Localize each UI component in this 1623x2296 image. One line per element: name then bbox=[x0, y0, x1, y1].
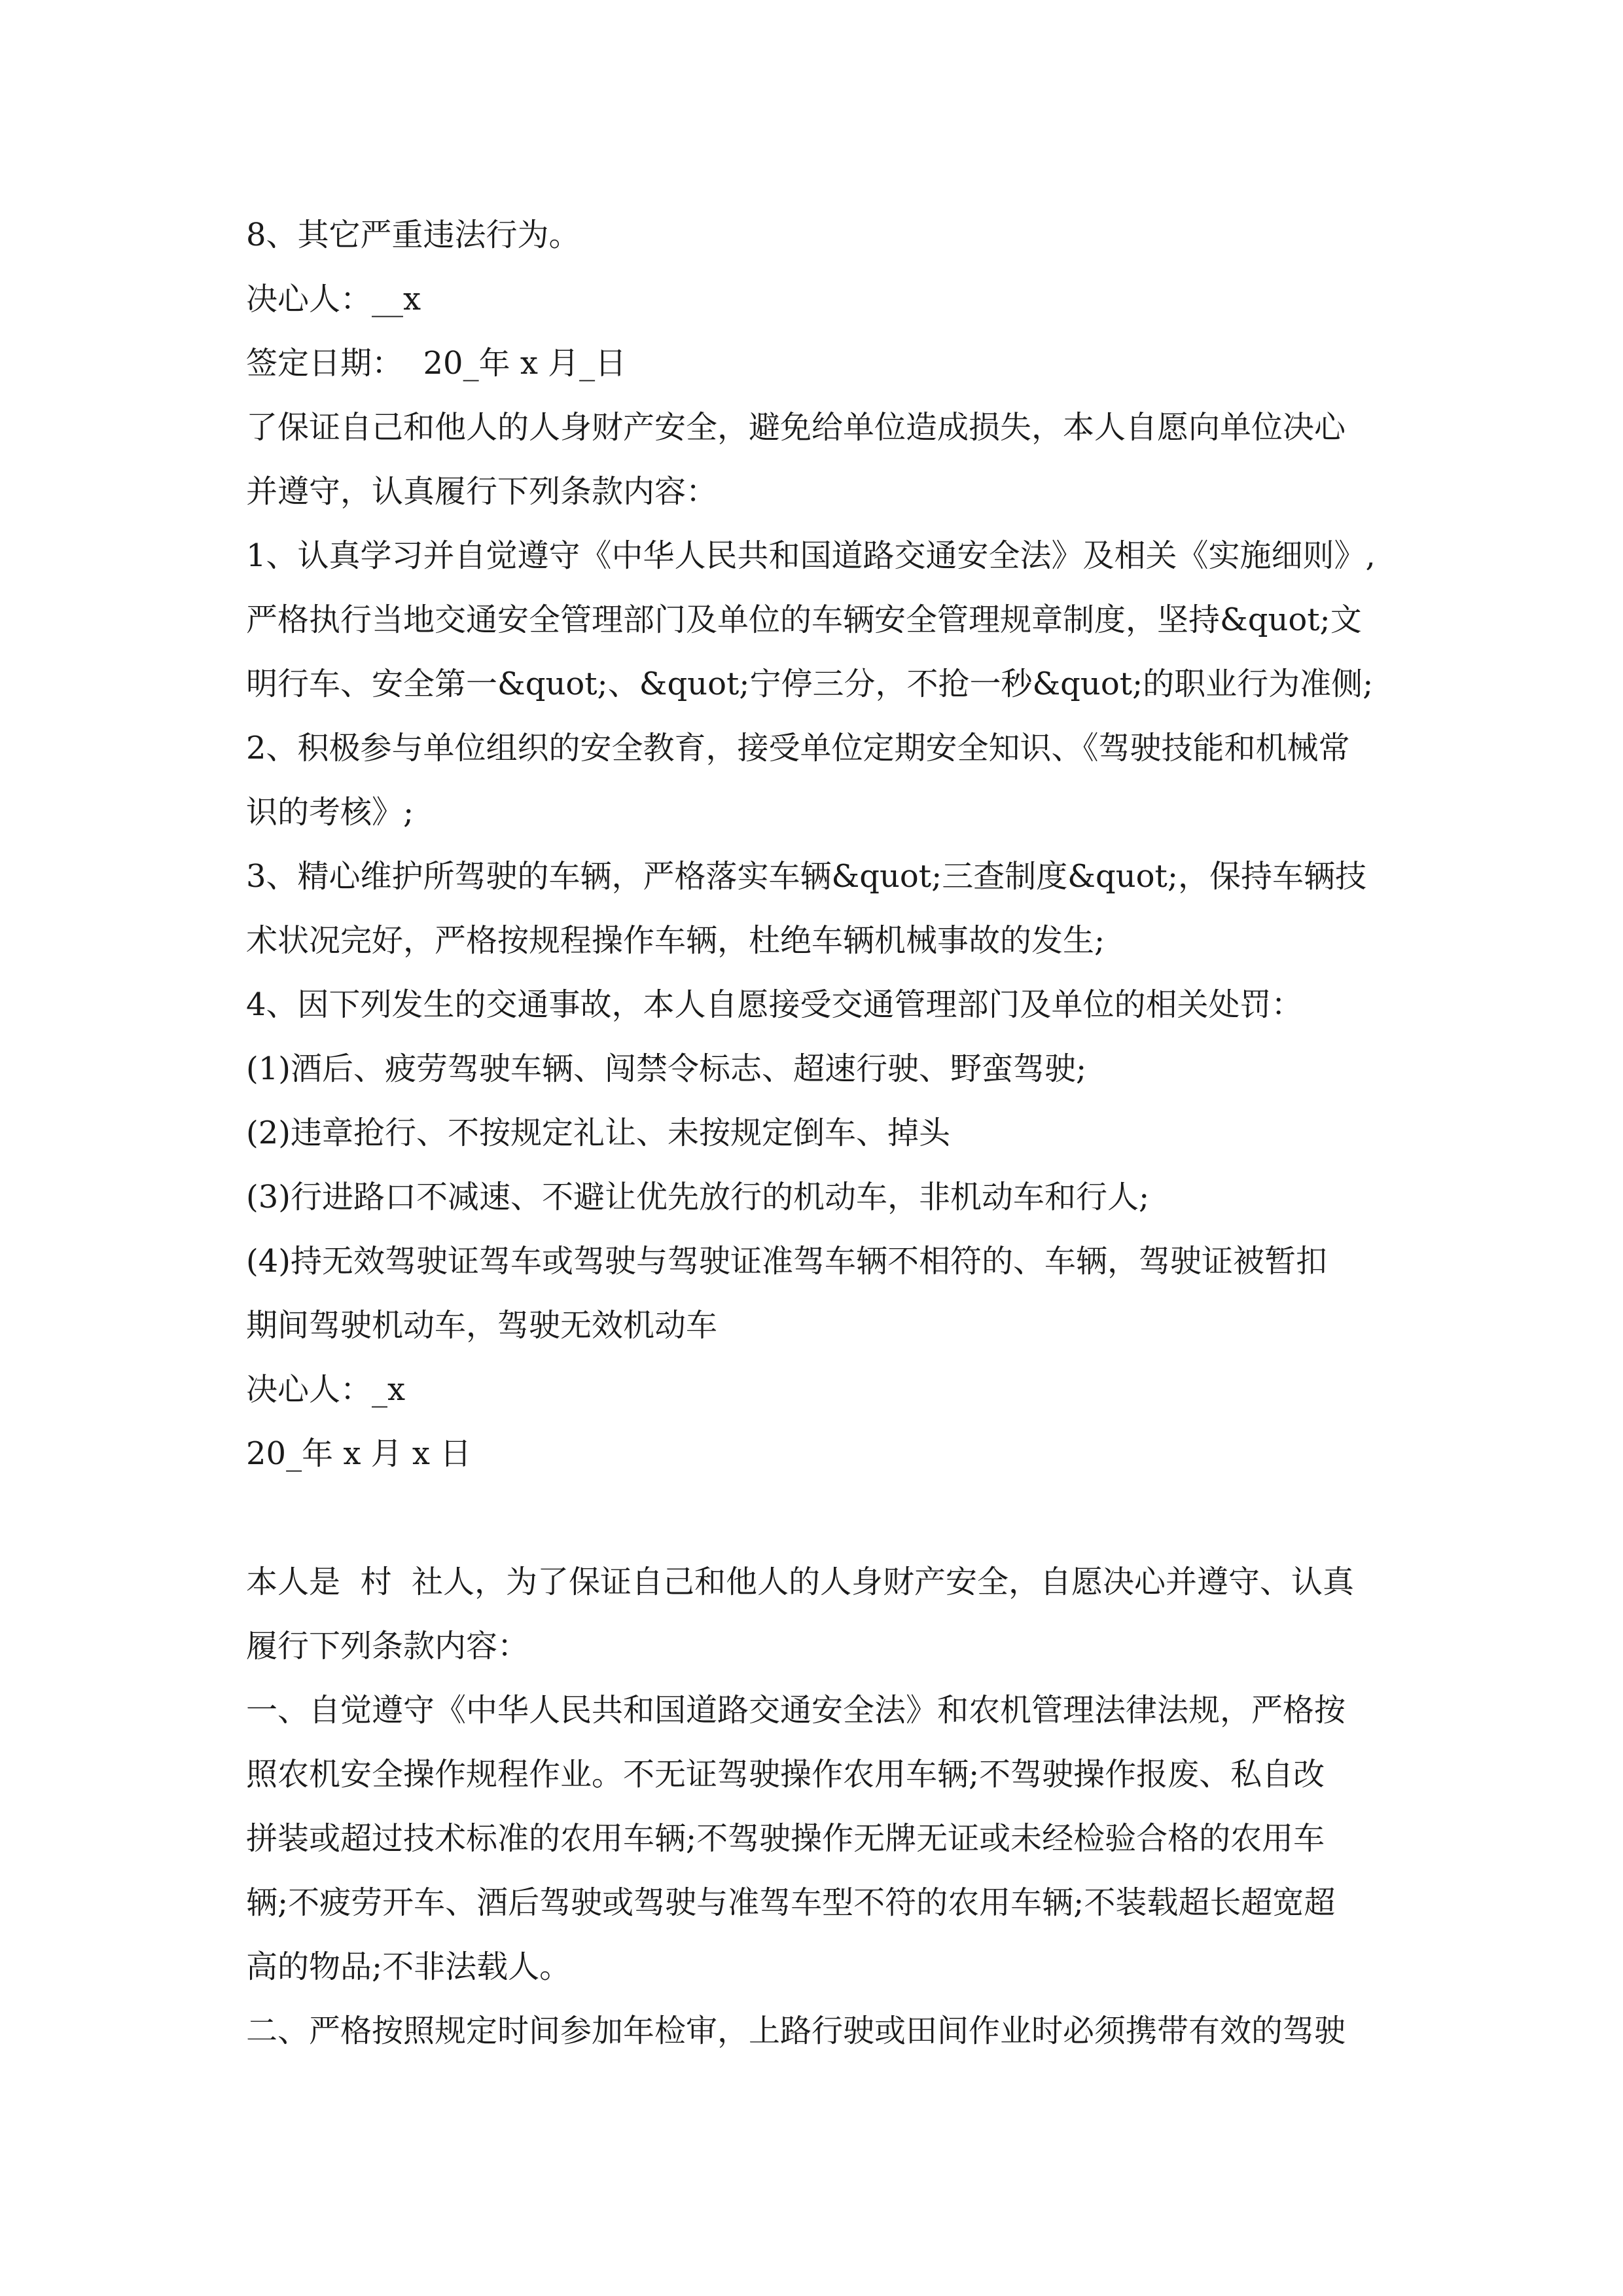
text-line: 决心人：_x bbox=[246, 1371, 406, 1408]
text-line: 4、因下列发生的交通事故，本人自愿接受交通管理部门及单位的相关处罚： bbox=[246, 986, 1303, 1023]
text-line: 本人是 村 社人，为了保证自己和他人的人身财产安全，自愿决心并遵守、认真 bbox=[246, 1564, 1355, 1600]
text-line: (3)行进路口不减速、不避让优先放行的机动车，非机动车和行人; bbox=[246, 1179, 1150, 1215]
paragraph-gap bbox=[246, 1486, 1418, 1550]
text-line: 严格执行当地交通安全管理部门及单位的车辆安全管理规章制度，坚持&quot;文 bbox=[246, 601, 1362, 638]
text-line: 3、精心维护所驾驶的车辆，严格落实车辆&quot;三查制度&quot;，保持车辆技 bbox=[246, 858, 1366, 895]
text-line: 8、其它严重违法行为。 bbox=[246, 217, 580, 253]
text-line: 并遵守，认真履行下列条款内容： bbox=[246, 473, 718, 510]
text-line: (2)违章抢行、不按规定礼让、未按规定倒车、掉头 bbox=[246, 1115, 950, 1151]
text-line: 了保证自己和他人的人身财产安全，避免给单位造成损失，本人自愿向单位决心 bbox=[246, 409, 1346, 446]
text-line: 拼装或超过技术标准的农用车辆;不驾驶操作无牌无证或未经检验合格的农用车 bbox=[246, 1820, 1325, 1857]
text-line: (1)酒后、疲劳驾驶车辆、闯禁令标志、超速行驶、野蛮驾驶; bbox=[246, 1050, 1087, 1087]
text-line: 1、认真学习并自觉遵守《中华人民共和国道路交通安全法》及相关《实施细则》, bbox=[246, 537, 1376, 574]
text-line: 二、严格按照规定时间参加年检审，上路行驶或田间作业时必须携带有效的驾驶 bbox=[246, 2013, 1346, 2049]
text-line: 术状况完好，严格按规程操作车辆，杜绝车辆机械事故的发生; bbox=[246, 922, 1105, 959]
text-line: 履行下列条款内容： bbox=[246, 1628, 529, 1664]
text-line: 一、自觉遵守《中华人民共和国道路交通安全法》和农机管理法律法规，严格按 bbox=[246, 1692, 1346, 1729]
text-line: 高的物品;不非法载人。 bbox=[246, 1948, 571, 1985]
text-line: 20_年 x 月 x 日 bbox=[246, 1435, 472, 1472]
text-line: 辆;不疲劳开车、酒后驾驶或驾驶与准驾车型不符的农用车辆;不装载超长超宽超 bbox=[246, 1884, 1336, 1921]
text-line: 期间驾驶机动车，驾驶无效机动车 bbox=[246, 1307, 718, 1344]
text-line: 识的考核》; bbox=[246, 794, 414, 831]
document-body bbox=[246, 203, 1418, 2063]
text-line: 明行车、安全第一&quot;、&quot;宁停三分，不抢一秒&quot;的职业行为准侧; bbox=[246, 666, 1374, 702]
text-line: 签定日期： 20_年 x 月_日 bbox=[246, 345, 627, 382]
text-line: 照农机安全操作规程作业。不无证驾驶操作农用车辆;不驾驶操作报废、私自改 bbox=[246, 1756, 1325, 1793]
text-line: 决心人：__x bbox=[246, 281, 421, 317]
text-line: (4)持无效驾驶证驾车或驾驶与驾驶证准驾车辆不相符的、车辆，驾驶证被暂扣 bbox=[246, 1243, 1327, 1280]
text-line: 2、积极参与单位组织的安全教育，接受单位定期安全知识、《驾驶技能和机械常 bbox=[246, 730, 1350, 766]
